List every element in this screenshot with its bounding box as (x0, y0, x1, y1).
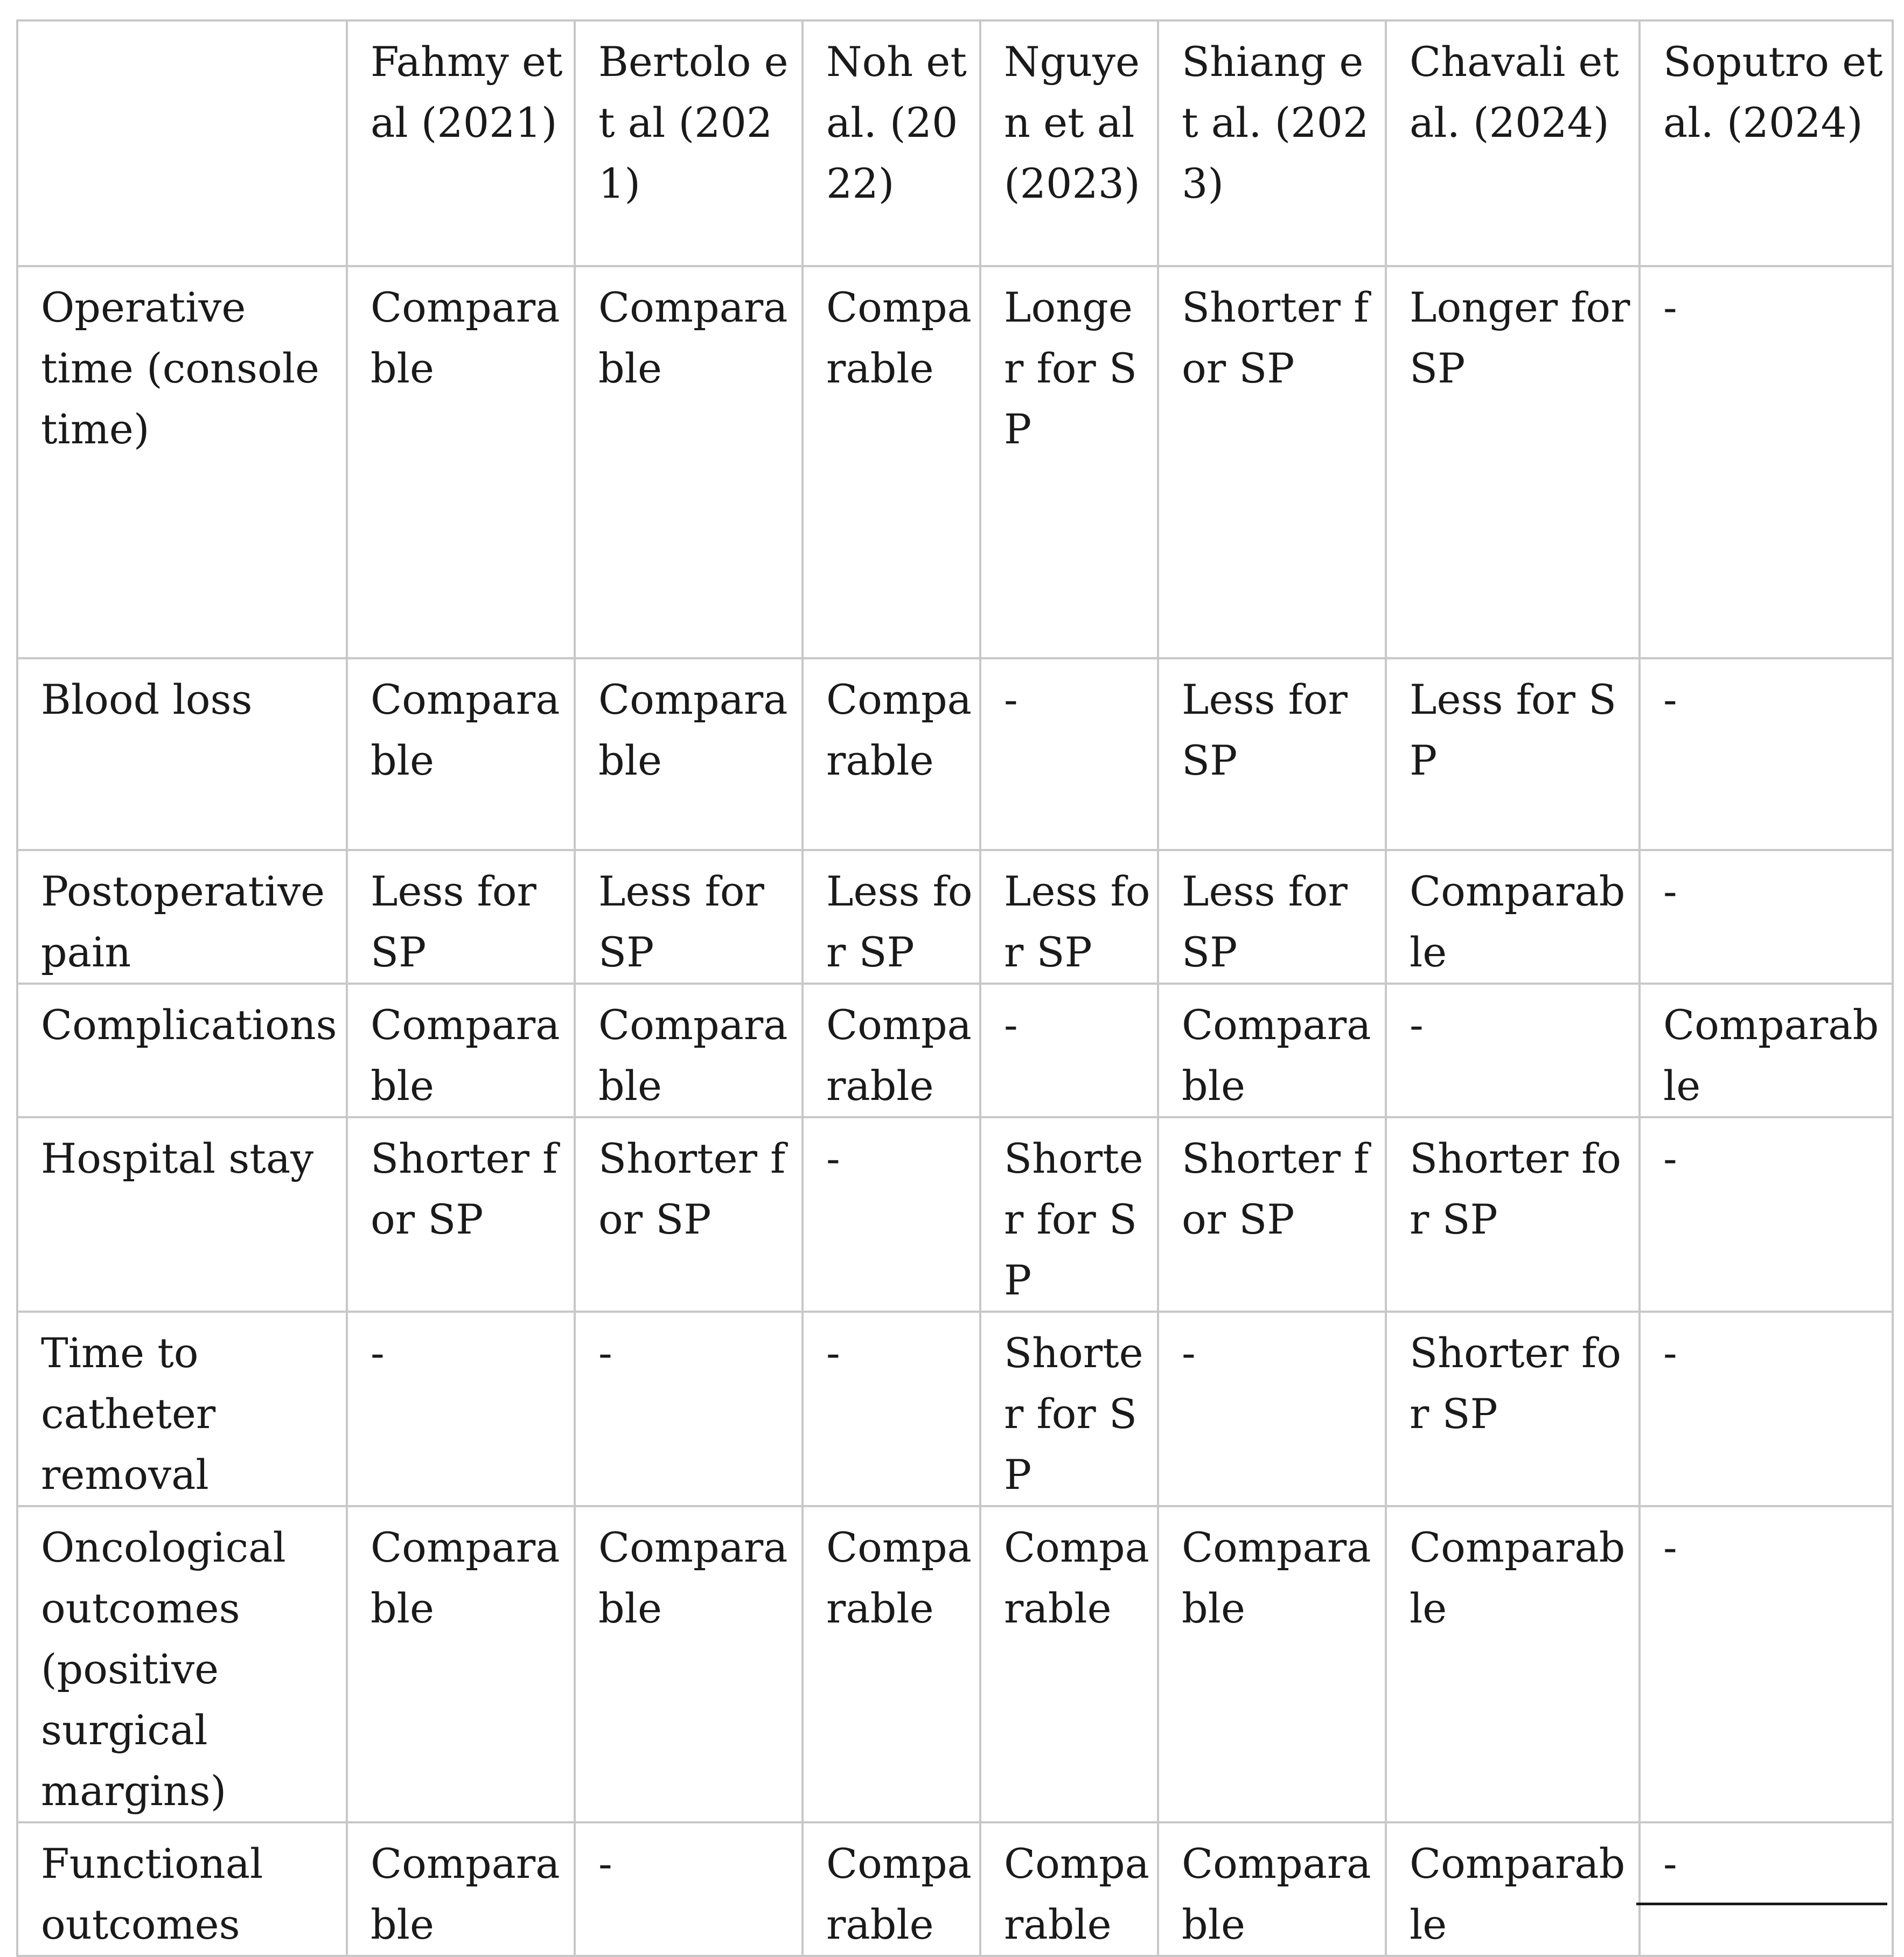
table-cell: Comparable (803, 1822, 980, 1956)
table-row (17, 1506, 1893, 1822)
table-cell: Shorter for SP (1386, 1312, 1640, 1506)
column-header: Shiang et al. (2023) (1158, 20, 1386, 266)
table-cell: - (575, 1822, 803, 1956)
table-cell: Less for SP (803, 850, 980, 984)
table-cell: Comparable (1158, 1822, 1386, 1956)
table-cell: - (1158, 1312, 1386, 1506)
column-header: Chavali et al. (2024) (1386, 20, 1640, 266)
table-cell: - (1640, 266, 1893, 658)
table-cell: Comparable (575, 984, 803, 1117)
table-cell: - (980, 984, 1158, 1117)
table-cell: Shorter for SP (980, 1117, 1158, 1312)
column-header: Fahmy et al (2021) (347, 20, 575, 266)
table-cell: Shorter for SP (980, 1312, 1158, 1506)
table-cell: - (347, 1312, 575, 1506)
row-label: Oncological outcomes (positive surgical margins) (17, 1506, 347, 1822)
table-cell: Shorter for SP (575, 1117, 803, 1312)
table-cell: Less for SP (347, 850, 575, 984)
table-cell: Shorter for SP (347, 1117, 575, 1312)
table-row (17, 266, 1893, 658)
table-cell: Longer for SP (980, 266, 1158, 658)
table-row (17, 1117, 1893, 1312)
row-label: Complications (17, 984, 347, 1117)
table-cell: Comparable (347, 1822, 575, 1956)
table-cell: Comparable (575, 1506, 803, 1822)
table-cell: - (1640, 1506, 1893, 1822)
table-cell: Comparable (1386, 1822, 1640, 1956)
table-cell: - (803, 1312, 980, 1506)
table-cell: Longer for SP (1386, 266, 1640, 658)
table-cell: - (803, 1117, 980, 1312)
table-row (17, 1822, 1893, 1956)
table-cell: Shorter for SP (1158, 266, 1386, 658)
table-row (17, 984, 1893, 1117)
column-header: Soputro et al. (2024) (1640, 20, 1893, 266)
table-cell: Comparable (347, 1506, 575, 1822)
comparison-table (16, 19, 1894, 1957)
table-cell: Comparable (575, 266, 803, 658)
table-cell: - (1640, 850, 1893, 984)
table-cell: Less for SP (1386, 658, 1640, 850)
row-label: Blood loss (17, 658, 347, 850)
table-cell: Shorter for SP (1158, 1117, 1386, 1312)
table-bottom-rule (1636, 1903, 1887, 1905)
row-label: Time to catheter removal (17, 1312, 347, 1506)
table-cell: Comparable (1386, 1506, 1640, 1822)
table-cell: Comparable (575, 658, 803, 850)
row-label: Hospital stay (17, 1117, 347, 1312)
table-cell: Comparable (347, 658, 575, 850)
table-row (17, 1312, 1893, 1506)
table-cell: Comparable (1158, 1506, 1386, 1822)
table-cell: Comparable (803, 984, 980, 1117)
table-cell: Comparable (347, 984, 575, 1117)
table-cell: Comparable (803, 1506, 980, 1822)
table-cell: - (1640, 1312, 1893, 1506)
table-cell: Less for SP (575, 850, 803, 984)
table-cell: Less for SP (980, 850, 1158, 984)
table-cell: Comparable (980, 1822, 1158, 1956)
column-header: Noh et al. (2022) (803, 20, 980, 266)
table-row (17, 850, 1893, 984)
header-row (17, 20, 1893, 266)
table-cell: - (1640, 1117, 1893, 1312)
row-label: Operative time (console time) (17, 266, 347, 658)
column-header: Nguyen et al (2023) (980, 20, 1158, 266)
table-row (17, 658, 1893, 850)
table-cell: Comparable (803, 658, 980, 850)
table-cell: - (980, 658, 1158, 850)
table-cell: - (1640, 658, 1893, 850)
table-cell: Less for SP (1158, 658, 1386, 850)
table-cell: Comparable (1158, 984, 1386, 1117)
column-header: Bertolo et al (2021) (575, 20, 803, 266)
table-cell: Comparable (347, 266, 575, 658)
row-label: Functional outcomes (17, 1822, 347, 1956)
table-cell: Comparable (1386, 850, 1640, 984)
table-cell: Comparable (980, 1506, 1158, 1822)
corner-cell (17, 20, 347, 266)
table-cell: Comparable (803, 266, 980, 658)
table-cell: Comparable (1640, 984, 1893, 1117)
row-label: Postoperative pain (17, 850, 347, 984)
table-cell: - (1386, 984, 1640, 1117)
table-cell: - (1640, 1822, 1893, 1956)
table-cell: - (575, 1312, 803, 1506)
table-cell: Shorter for SP (1386, 1117, 1640, 1312)
table-cell: Less for SP (1158, 850, 1386, 984)
